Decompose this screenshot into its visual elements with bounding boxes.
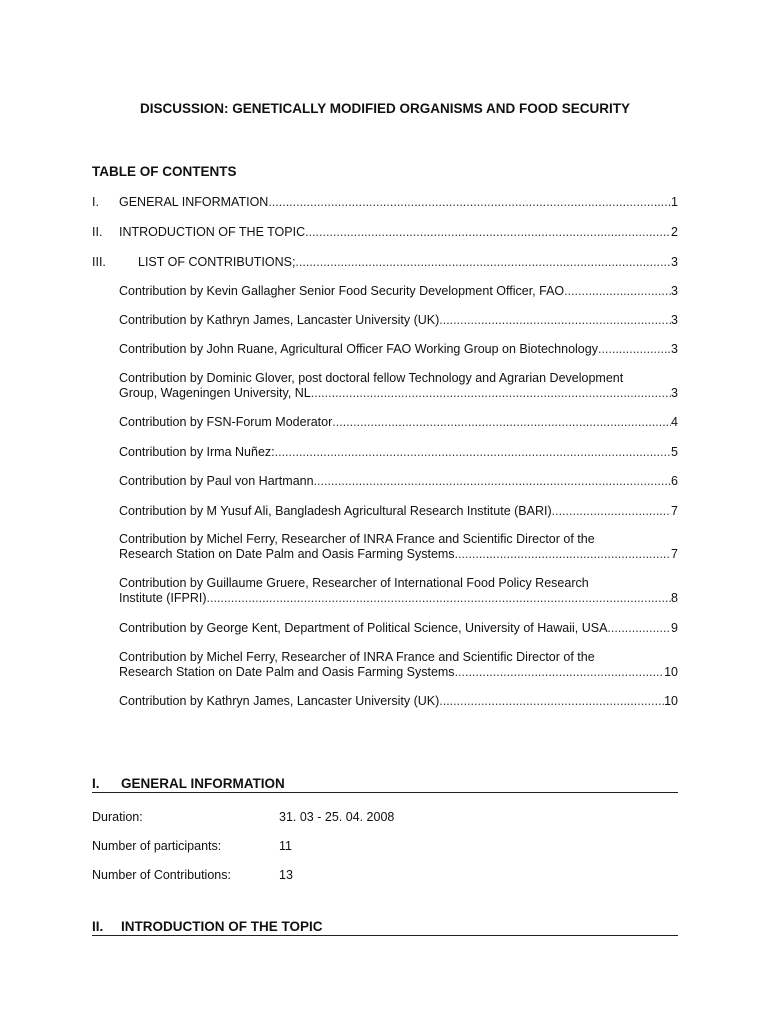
toc-entry-introduction[interactable]	[92, 225, 678, 240]
toc-entry-contribution[interactable]	[92, 694, 678, 709]
toc-entry-page: 3	[671, 342, 678, 356]
toc-leader-dots	[207, 591, 672, 606]
document-title: DISCUSSION: GENETICALLY MODIFIED ORGANISMS AND FOOD SECURITY	[139, 101, 631, 116]
toc-entry-contribution[interactable]	[92, 445, 678, 460]
info-value: 13	[279, 868, 293, 882]
toc-leader-dots	[439, 694, 664, 709]
toc-entry-page: 3	[671, 255, 678, 269]
toc-entry-page: 4	[671, 415, 678, 429]
toc-entry-text: Contribution by Paul von Hartmann	[119, 474, 314, 488]
toc-entry-page: 7	[671, 547, 678, 561]
toc-entry-page: 10	[664, 665, 678, 679]
toc-entry-text: Contribution by Kathryn James, Lancaster University (UK)	[119, 313, 440, 327]
toc-entry-text: Contribution by FSN-Forum Moderator	[119, 415, 333, 429]
toc-entry-text: Research Station on Date Palm and Oasis Farming Systems	[119, 665, 455, 679]
info-label: Number of participants:	[92, 839, 222, 853]
toc-entry-text: Contribution by M Yusuf Ali, Bangladesh Agricultural Research Institute (BARI)	[119, 504, 552, 518]
toc-entry-number: III.	[92, 255, 106, 269]
toc-entry-text: Research Station on Date Palm and Oasis Farming Systems	[119, 547, 455, 561]
toc-entry-text: GENERAL INFORMATION	[119, 195, 269, 209]
toc-leader-dots	[552, 504, 671, 519]
section-heading-introduction	[92, 919, 678, 936]
toc-entry-page: 3	[671, 313, 678, 327]
section-title: GENERAL INFORMATION	[121, 776, 285, 791]
toc-entry-page: 10	[664, 694, 678, 708]
toc-entry-text-line1: Contribution by Michel Ferry, Researcher of INRA France and Scientific Director of the	[119, 650, 595, 664]
toc-entry-text: Contribution by Irma Nuñez:	[119, 445, 275, 459]
toc-leader-dots	[598, 342, 671, 357]
section-number: II.	[92, 919, 104, 934]
section-heading-general-information	[92, 776, 678, 793]
section-number: I.	[92, 776, 100, 791]
toc-entry-number: I.	[92, 195, 99, 209]
section-title: INTRODUCTION OF THE TOPIC	[121, 919, 323, 934]
toc-leader-dots	[275, 445, 671, 460]
toc-entry-list-of-contributions[interactable]	[92, 255, 678, 270]
toc-entry-contribution[interactable]	[92, 474, 678, 489]
toc-leader-dots	[455, 547, 671, 562]
toc-heading: TABLE OF CONTENTS	[92, 164, 237, 179]
toc-leader-dots	[607, 621, 671, 636]
toc-leader-dots	[305, 225, 671, 240]
info-value: 31. 03 - 25. 04. 2008	[279, 810, 395, 824]
toc-leader-dots	[564, 284, 671, 299]
toc-leader-dots	[439, 313, 671, 328]
toc-entry-page: 5	[671, 445, 678, 459]
toc-entry-contribution[interactable]	[92, 532, 678, 562]
toc-entry-text: Group, Wageningen University, NL	[119, 386, 311, 400]
toc-entry-page: 9	[671, 621, 678, 635]
toc-entry-text: INTRODUCTION OF THE TOPIC	[119, 225, 306, 239]
info-value: 11	[279, 839, 292, 853]
toc-entry-contribution[interactable]	[92, 313, 678, 328]
toc-entry-contribution[interactable]	[92, 415, 678, 430]
toc-entry-text-line1: Contribution by Dominic Glover, post doctoral fellow Technology and Agrarian Development	[119, 371, 624, 385]
toc-entry-text: Contribution by Kevin Gallagher Senior Food Security Development Officer, FAO	[119, 284, 565, 298]
toc-entry-text: Institute (IFPRI)	[119, 591, 207, 605]
toc-entry-text-line1: Contribution by Guillaume Gruere, Researcher of International Food Policy Research	[119, 576, 589, 590]
toc-leader-dots	[314, 474, 671, 489]
toc-entry-contribution[interactable]	[92, 504, 678, 519]
toc-entry-contribution[interactable]	[92, 342, 678, 357]
toc-entry-contribution[interactable]	[92, 621, 678, 636]
toc-entry-contribution[interactable]	[92, 576, 678, 606]
toc-leader-dots	[268, 195, 671, 210]
toc-entry-page: 6	[671, 474, 678, 488]
toc-leader-dots	[455, 665, 665, 680]
toc-entry-contribution[interactable]	[92, 371, 678, 401]
toc-leader-dots	[295, 255, 671, 270]
toc-entry-page: 7	[671, 504, 678, 518]
toc-entry-contribution[interactable]	[92, 650, 678, 680]
toc-entry-page: 3	[671, 386, 678, 400]
toc-entry-page: 8	[671, 591, 678, 605]
info-label: Duration:	[92, 810, 143, 824]
info-label: Number of Contributions:	[92, 868, 231, 882]
toc-entry-contribution[interactable]	[92, 284, 678, 299]
toc-entry-general-information[interactable]	[92, 195, 678, 210]
toc-entry-text: LIST OF CONTRIBUTIONS;	[138, 255, 296, 269]
toc-entry-page: 3	[671, 284, 678, 298]
toc-entry-number: II.	[92, 225, 103, 239]
toc-entry-text: Contribution by George Kent, Department of Political Science, University of Hawaii, USA	[119, 621, 608, 635]
toc-entry-text: Contribution by Kathryn James, Lancaster University (UK)	[119, 694, 440, 708]
toc-entry-text-line1: Contribution by Michel Ferry, Researcher of INRA France and Scientific Director of the	[119, 532, 595, 546]
toc-entry-page: 1	[671, 195, 678, 209]
toc-entry-page: 2	[671, 225, 678, 239]
toc-leader-dots	[311, 386, 671, 401]
toc-leader-dots	[332, 415, 671, 430]
toc-entry-text: Contribution by John Ruane, Agricultural Officer FAO Working Group on Biotechnology	[119, 342, 598, 356]
